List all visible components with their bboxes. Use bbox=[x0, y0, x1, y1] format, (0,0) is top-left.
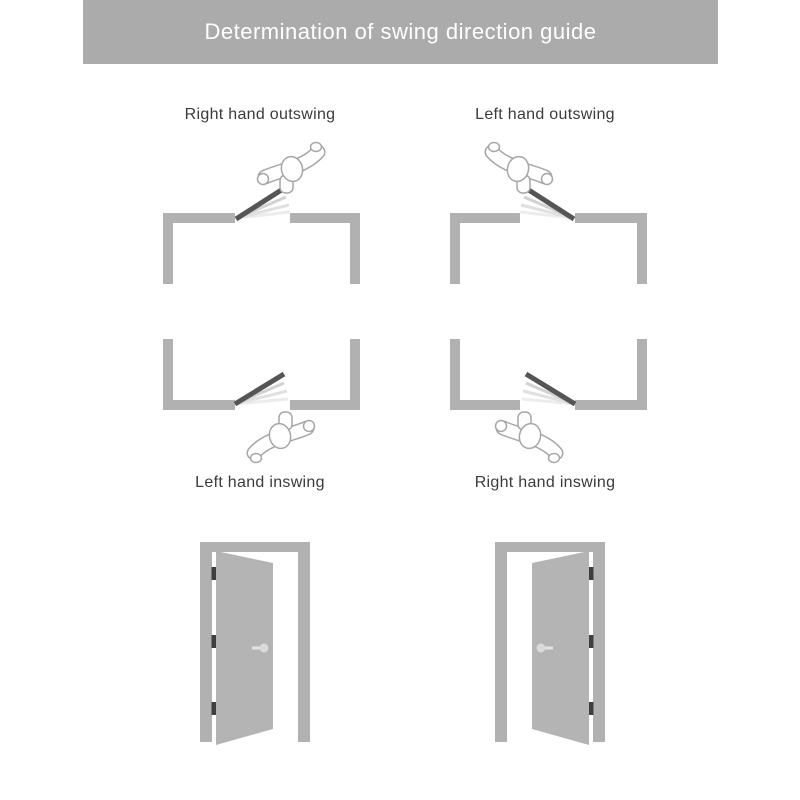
diagram-label-right-hand-inswing: Right hand inswing bbox=[474, 474, 616, 491]
header-banner bbox=[83, 0, 718, 64]
open-door-front-view-icon-mirrored bbox=[495, 542, 605, 745]
room-plan-inswing-mirrored bbox=[450, 339, 647, 463]
open-door-illustration-left-hinged bbox=[195, 538, 315, 748]
diagram-label-left-hand-inswing: Left hand inswing bbox=[195, 474, 325, 491]
room-plan-inswing bbox=[163, 339, 360, 463]
diagram-right-hand-inswing bbox=[442, 330, 652, 470]
diagram-label-left-hand-outswing: Left hand outswing bbox=[475, 106, 615, 123]
page-title: Determination of swing direction guide bbox=[204, 19, 597, 44]
diagram-left-hand-outswing bbox=[442, 138, 652, 288]
open-door-front-view-icon bbox=[200, 542, 310, 745]
diagram-label-right-hand-outswing: Right hand outswing bbox=[184, 106, 336, 123]
room-plan-outswing bbox=[163, 143, 360, 285]
room-plan-outswing-mirrored bbox=[450, 143, 647, 285]
diagram-left-hand-inswing bbox=[158, 330, 368, 470]
diagram-right-hand-outswing bbox=[158, 138, 368, 288]
open-door-illustration-right-hinged bbox=[490, 538, 610, 748]
